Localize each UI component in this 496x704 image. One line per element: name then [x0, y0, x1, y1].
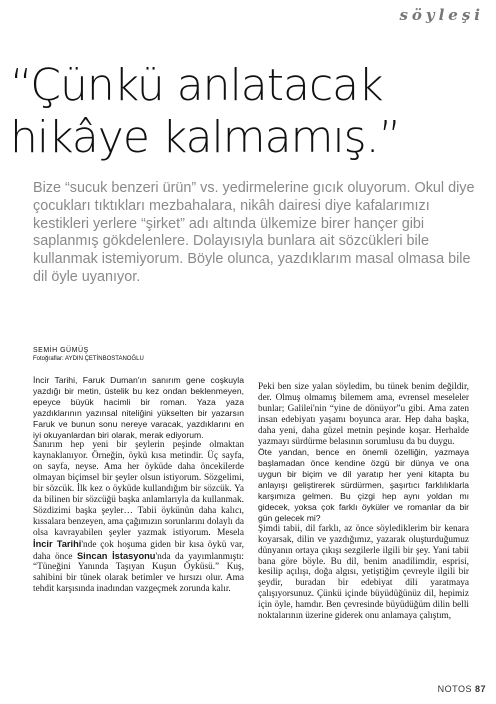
book-title: İncir Tarihi — [33, 538, 82, 549]
question-paragraph: İncir Tarihi, Faruk Duman'ın sanırım gene coşkuyla yazdığı bir metin, üstelik bu kez ondan beklenmeyen, epeyce büyük hacimli bir roman. Yaza yaza yazdıklarının yazınsal niteliğini yükselten bir yazarsın Faruk ve bunun sonu nereye varacak, yazdıklarını en iyi okuyanlardan biri olarak, merak ediyorum. — [33, 375, 244, 440]
book-title: Sincan İstasyonu — [76, 550, 156, 561]
page-number: 87 — [474, 684, 486, 694]
answer-text: 'nde çok hoşuma giden bir kısa öykü var, daha önce — [33, 539, 245, 562]
byline — [33, 346, 253, 363]
answer-paragraph — [33, 440, 244, 595]
page-footer — [438, 684, 486, 694]
answer-paragraph: Peki ben size yalan söyledim, bu tünek benim değildir, der. Olmuş olmamış bilemem ama, evrensel meseleler bunlar; Galilei'nin “yine de dönüyor”u gibi. Ama zaten insan edebiyatı yaşamı boyunca arar. Hep daha başka, daha yeni, daha güzel metnin peşinde koşar. Herhalde yazmayı sürdürme belasının sorumlusu da bu duygu. — [258, 382, 469, 447]
headline: “Çünkü anlatacak hikâye kalmamış.” — [10, 60, 401, 163]
intro-paragraph: Bize “sucuk benzeri ürün” vs. yedirmelerine gıcık oluyorum. Okul diye çocukları tıktıkları mezbahalara, nikâh dairesi diye kafalarımızı kestikleri yerlere “şirket” adı altında ülkemize birer hançer gibi saplanmış gökdelenlere. Dolayısıyla bunlara ait sözcükleri bile kullanmak istemiyorum. Böyle olunca, yazdıklarım masal olmasa bile dil öyle uyanıyor. — [33, 180, 475, 285]
answer-paragraph: Şimdi tabii, dil farklı, az önce söylediklerim bir kenara koyarsak, dilin ve yazdığımız, yazarak oluşturduğumuz dünyanın ortaya çıkışı sezgilerle ilgili bir şey. Yani tabii bana göre böyle. Bu dil, benim anadilimdir, esprisi, kesilip açılışı, doğa algısı, yetiştiğim çevreyle ilgili bir şeydir, buradan bir edebiyat dili yaratmaya çalışıyorsunuz. Çünkü içinde büyüdüğünüz dil, hepimiz için öyle, hamdır. Ben çevresinde büyüdüğüm dilin belli noktalarının üzerine giderek onu anlamaya çalıştım, — [258, 523, 469, 622]
section-tag: söyleşi — [399, 6, 484, 24]
author-name: SEMİH GÜMÜŞ — [33, 347, 89, 354]
question-paragraph: Öte yandan, bence en önemli özelliğin, yazmaya başlamadan önce kendine özgü bir dünya ve ona uygun bir biçim ve dil yaratıp her yeni kitapta bu anlayışı geliştirerek sürdürmen, şaşırtıcı farklılıklarla karşımıza gelmen. Bu çizgi hep aynı yoldan mı gidecek, yoksa çok farklı öyküler ve romanlar da bir gün gelecek mi? — [258, 447, 469, 523]
photo-credit: Fotoğraflar: AYDIN ÇETİNBOSTANOĞLU — [33, 356, 144, 362]
right-column — [258, 382, 469, 622]
magazine-name: NOTOS — [437, 684, 472, 694]
answer-text: Sanırım hep yeni bir şeylerin peşinde olmaktan kaynaklanıyor. Örneğin, öykü kısa metindir. Üç sayfa, on sayfa, neyse. Ama her öyküde daha öncekilerde olmayan biçimsel bir şeyler olsun istiyorum. Sözgelimi, bir sözcük. İlk kez o öyküde kullandığım bir sözcük. Ya da bilinen bir sözcüğü başka anlamlarıyla da kullanmak. Sözdizimi başka şeyler… Tabii öykünün daha kalıcı, kıssalara benzeyen, ama çağımızın sorunlarını dolaylı da olsa kavrayabilen şeyler yazmak istiyorum. Mesela — [33, 440, 244, 538]
answer-text: 'nda da yayımlanmıştı: “Tüneğini Yanında Taşıyan Kuşun Öyküsü.” Kuş, sahibini bir tünek olarak betimler ve hırsızı olur. Ama tehdit karşısında inadından vazgeçmek zorunda kalır. — [33, 551, 244, 595]
left-column — [33, 375, 244, 595]
